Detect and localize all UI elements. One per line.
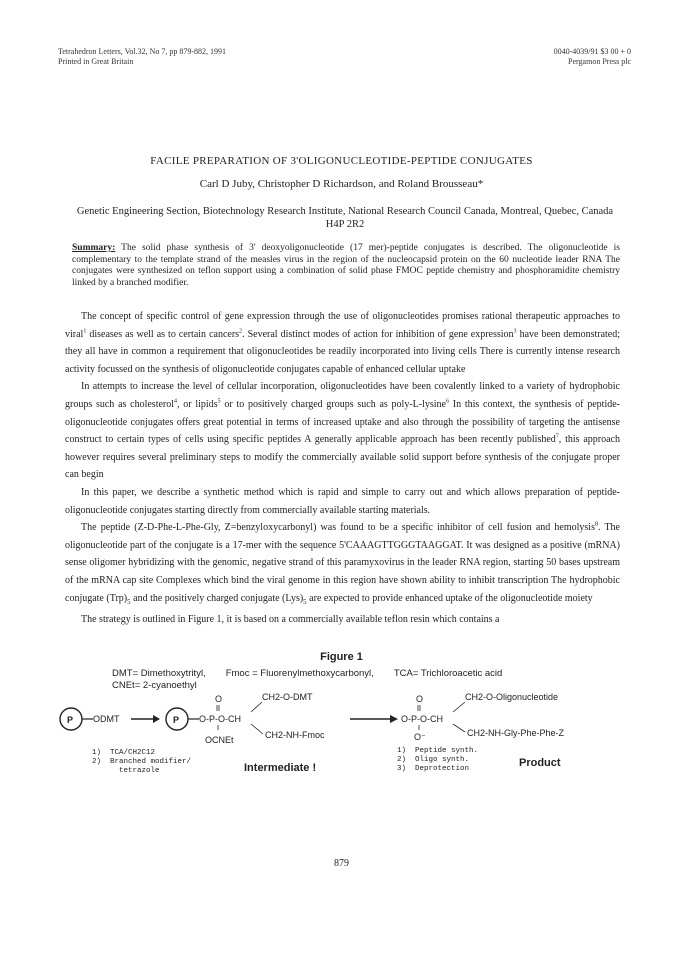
product-phosphate-chain: O-P-O-CH	[401, 714, 443, 724]
phosphite-chain: O-P-O-CH	[199, 714, 241, 724]
affiliation: Genetic Engineering Section, Biotechnology Research Institute, National Research Council Canada, Montreal, Quebec, Canada H4P 2R2	[76, 206, 614, 230]
figure-title: Figure 1	[320, 651, 363, 663]
paper-authors: Carl D Juby, Christopher D Richardson, and Roland Brousseau*	[199, 178, 484, 190]
intermediate-label: Intermediate !	[244, 762, 317, 774]
paragraph-5: The strategy is outlined in Figure 1, it is based on a commercially available teflon resin which contains a	[81, 614, 500, 626]
odmt-label: ODMT	[93, 714, 120, 724]
resin-label-2: P	[173, 715, 180, 725]
product-o-minus: O⁻	[414, 732, 426, 742]
steps-to-intermediate: 1) TCA/CH2C12 2) Branched modifier/ tetrazole	[92, 749, 192, 775]
journal-citation: Tetrahedron Letters, Vol.32, No 7, pp 879-882, 1991	[58, 47, 227, 56]
carbonyl-o: O	[215, 694, 223, 704]
figure-abbreviations: DMT= Dimethoxytrityl, Fmoc = Fluorenylmethoxycarbonyl, TCA= Trichloroacetic acid CNEt= 2-cyanoethyl	[112, 668, 503, 691]
paragraph-3: In this paper, we describe a synthetic method which is rapid and simple to carry out and which allows preparation of peptide-oligonucleotide conjugates starting directly from commercially available starting materials.	[65, 486, 620, 516]
paragraph-2: In attempts to increase the level of cellular incorporation, oligonucleotides have been covalently linked to a variety of hydrophobic groups such as cholesterol$^4$, or lipids$^5$ or to positively charged groups such as poly-L-lysine$^6$ In this context, the synthesis of peptide-oligonucleotide conjugates offers great potential in terms of increased uptake and also through the possibility of targeting the antisense construct to certain types of cells using specific peptides A generally applicable approach has been recently published$^7$, this approach however requires several preliminary steps to modify the commercially available solid support before synthesis of the conjugate proper can begin	[65, 381, 621, 481]
summary	[72, 243, 620, 289]
resin-label-1: P	[67, 715, 74, 725]
product-peptide-arm: CH2-NH-Gly-Phe-Phe-Z	[467, 728, 565, 738]
product-carbonyl-o: O	[416, 694, 424, 704]
product-oligo-arm: CH2-O-Oligonucleotide	[465, 692, 559, 702]
summary-label: Summary:	[72, 243, 116, 253]
ch2-odmt: CH2-O-DMT	[262, 692, 313, 702]
publisher-name: Pergamon Press plc	[568, 57, 631, 66]
steps-to-product: 1) Peptide synth. 2) Oligo synth. 3) Deprotection	[397, 747, 479, 773]
arrow-1	[153, 715, 160, 723]
arrow-2	[390, 715, 398, 723]
paragraph-4: The peptide (Z-D-Phe-L-Phe-Gly, Z=benzyloxycarbonyl) was found to be a specific inhibitor of cell fusion and hemolysis$^8$. The oligonucleotide part of the conjugate is a 17-mer with the sequence 5'CAAAGTTGGGTAAGGAT. It was designed as a positive (mRNA) sense oligomer hybridizing with the genomic, negative strand of this paramyxovirus in the leader RNA region, starting 50 bases upstream of the mRNA cap site Complexes which bind the viral genome in this region have shown ability to inhibit transcription The hydrophobic conjugate $(Trp)_5$ and the positively charged conjugate $(Lys)_5$ are expected to provide enhanced uptake of the oligonucleotide moiety	[65, 521, 620, 606]
page-number: 879	[334, 858, 349, 869]
product-label: Product	[519, 757, 561, 769]
cyanoethyl: OCNEt	[205, 735, 234, 745]
paper-title: FACILE PREPARATION OF 3'OLIGONUCLEOTIDE-PEPTIDE CONJUGATES	[150, 155, 533, 167]
paragraph-1: The concept of specific control of gene expression through the use of oligonucleotides promises rational therapeutic approaches to viral$^1$ diseases as well as to certain cancers$^2$. Several distinct modes of action for inhibition of gene expression$^3$ have been demonstrated; they all have in common a requirement that oligonucleotides be readily incorporated into living cells There is currently intense research activity focussed on the synthesis of oligonucleotide conjugates capable of enhanced cellular uptake	[65, 311, 621, 375]
issn-price: 0040-4039/91 $3 00 + 0	[553, 47, 631, 56]
summary-text: The solid phase synthesis of 3' deoxyoligonucleotide (17 mer)-peptide conjugates is described. The oligonucleotide is complementary to the template strand of the measles virus in the region of the nucleocapsid protein on the 60 nucleotide leader RNA The conjugates were synthesized on teflon support using a combination of solid phase FMOC peptide chemistry and phosphoramidite chemistry linked by a branched modifier.	[72, 243, 620, 288]
publisher-header	[554, 47, 631, 67]
print-location: Printed in Great Britain	[58, 57, 134, 66]
body-text	[65, 308, 620, 629]
journal-header	[58, 47, 226, 67]
ch2-nh-fmoc: CH2-NH-Fmoc	[265, 730, 325, 740]
